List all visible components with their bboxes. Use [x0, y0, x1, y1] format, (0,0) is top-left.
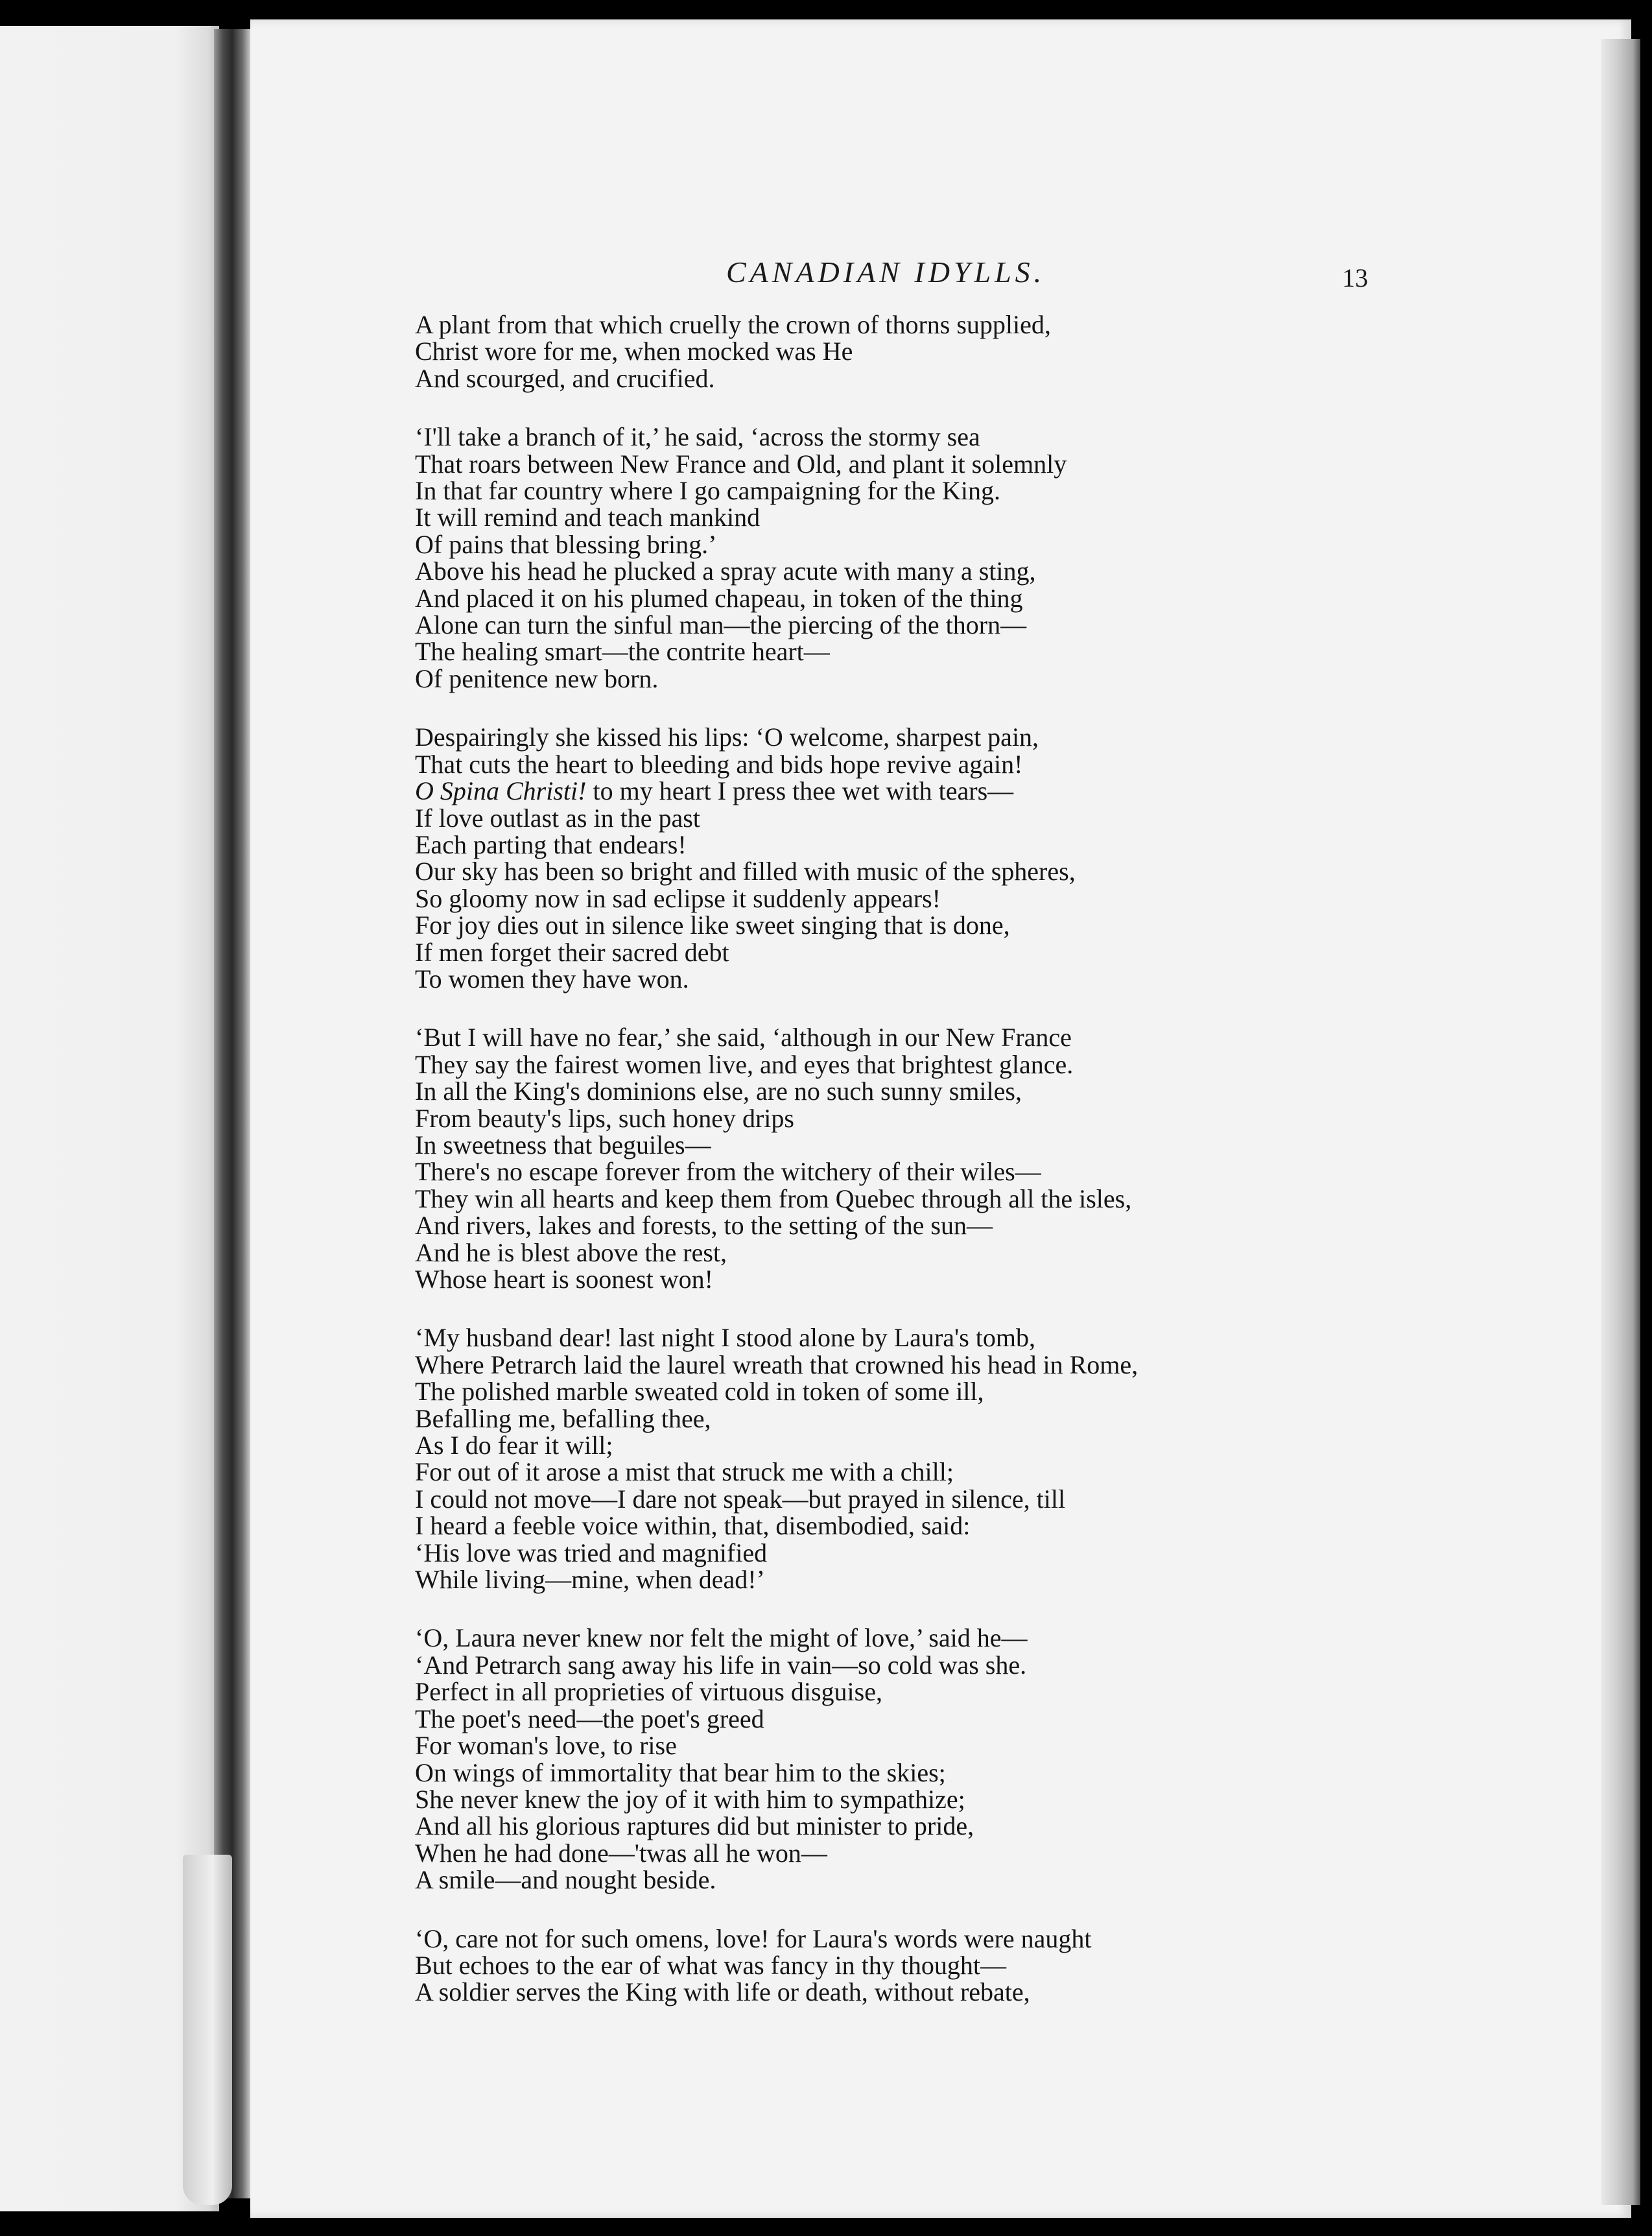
verse-line: ‘My husband dear! last night I stood alone by Laura's tomb, — [415, 1323, 1036, 1353]
verse-line: For woman's love, to rise — [415, 1731, 677, 1761]
verse-line: In that far country where I go campaigning for the King. — [415, 476, 1001, 506]
verse-line: If men forget their sacred debt — [415, 937, 729, 967]
verse-line: For out of it arose a mist that struck me with a chill; — [415, 1457, 954, 1487]
stanza — [415, 1925, 1387, 2006]
verse-line: From beauty's lips, such honey drips — [415, 1103, 794, 1133]
verse-line: And rivers, lakes and forests, to the setting of the sun— — [415, 1211, 993, 1241]
verse-line: Despairingly she kissed his lips: ‘O welcome, sharpest pain, — [415, 722, 1039, 752]
verse-line: I heard a feeble voice within, that, disembodied, said: — [415, 1511, 971, 1541]
verse-line: It will remind and teach mankind — [415, 503, 761, 532]
verse-line: On wings of immortality that bear him to the skies; — [415, 1757, 946, 1787]
binding-tab — [183, 1855, 232, 2205]
verse-line: Of penitence new born. — [415, 663, 659, 693]
verse-line: ‘And Petrarch sang away his life in vain—so cold was she. — [415, 1650, 1027, 1680]
verse-line: When he had done—'twas all he won— — [415, 1838, 827, 1868]
latin-phrase: O Spina Christi! — [415, 776, 587, 806]
verse-line: ‘But I will have no fear,’ she said, ‘although in our New France — [415, 1023, 1072, 1053]
verse-line: While living—mine, when dead!’ — [415, 1565, 765, 1595]
verse-line: To women they have won. — [415, 964, 689, 993]
verse-line: And scourged, and crucified. — [415, 363, 715, 393]
verse-line: In sweetness that beguiles— — [415, 1130, 711, 1160]
verse-line: So gloomy now in sad eclipse it suddenly appears! — [415, 883, 941, 913]
verse-line: I could not move—I dare not speak—but prayed in silence, till — [415, 1484, 1066, 1514]
stanza — [415, 1624, 1387, 1893]
stanza — [415, 1324, 1387, 1593]
verse-line: Whose heart is soonest won! — [415, 1265, 713, 1294]
page-number: 13 — [1342, 263, 1368, 292]
verse-line: In all the King's dominions else, are no such sunny smiles, — [415, 1076, 1022, 1106]
verse-line: If love outlast as in the past — [415, 803, 700, 833]
verse-line: As I do fear it will; — [415, 1431, 613, 1460]
verse-line: She never knew the joy of it with him to sympathize; — [415, 1784, 965, 1814]
verse-line: And all his glorious raptures did but minister to pride, — [415, 1811, 974, 1841]
verse-line: There's no escape forever from the witchery of their wiles— — [415, 1157, 1041, 1187]
verse-line: ‘O, care not for such omens, love! for Laura's words were naught — [415, 1923, 1092, 1953]
stanza — [415, 724, 1387, 992]
verse-line: A soldier serves the King with life or death, without rebate, — [415, 1977, 1030, 2007]
verse-line: Above his head he plucked a spray acute with many a sting, — [415, 556, 1036, 586]
verse-line: That roars between New France and Old, and plant it solemnly — [415, 449, 1067, 479]
verse-line: Where Petrarch laid the laurel wreath that crowned his head in Rome, — [415, 1350, 1139, 1379]
verse-line: Of pains that blessing bring.’ — [415, 529, 717, 559]
verse-line: Each parting that endears! — [415, 829, 687, 859]
verse-line: They say the fairest women live, and eyes that brightest glance. — [415, 1049, 1074, 1079]
verse-line: ‘His love was tried and magnified — [415, 1538, 768, 1567]
stanza — [415, 1024, 1387, 1292]
poem-body — [415, 311, 1387, 2038]
verse-line: Befalling me, befalling thee, — [415, 1403, 711, 1433]
verse-line: A smile—and nought beside. — [415, 1865, 716, 1895]
verse-line: O Spina Christi! to my heart I press thee wet with tears— — [415, 776, 1014, 806]
verse-line: The healing smart—the contrite heart— — [415, 637, 830, 667]
verse-line: Our sky has been so bright and filled with music of the spheres, — [415, 857, 1076, 886]
verse-line: Perfect in all proprieties of virtuous disguise, — [415, 1677, 882, 1707]
verse-line: The polished marble sweated cold in token of some ill, — [415, 1377, 984, 1407]
verse-line: The poet's need—the poet's greed — [415, 1704, 764, 1733]
verse-line: ‘O, Laura never knew nor felt the might of love,’ said he— — [415, 1623, 1028, 1653]
verse-line: That cuts the heart to bleeding and bids hope revive again! — [415, 749, 1023, 779]
page-edge — [1601, 39, 1640, 2205]
stanza — [415, 423, 1387, 692]
verse-line: And placed it on his plumed chapeau, in token of the thing — [415, 583, 1023, 613]
verse-line: They win all hearts and keep them from Quebec through all the isles, — [415, 1183, 1132, 1213]
stanza — [415, 311, 1387, 392]
verse-line: A plant from that which cruelly the crown of thorns supplied, — [415, 310, 1051, 339]
verse-line: But echoes to the ear of what was fancy in thy thought— — [415, 1950, 1006, 1980]
verse-line: For joy dies out in silence like sweet singing that is done, — [415, 910, 1010, 940]
running-head: CANADIAN IDYLLS. — [726, 256, 1046, 289]
verse-line: ‘I'll take a branch of it,’ he said, ‘across the stormy sea — [415, 422, 980, 452]
verse-line: Christ wore for me, when mocked was He — [415, 337, 853, 366]
verse-line: And he is blest above the rest, — [415, 1237, 727, 1267]
verse-line: Alone can turn the sinful man—the piercing of the thorn— — [415, 610, 1027, 640]
